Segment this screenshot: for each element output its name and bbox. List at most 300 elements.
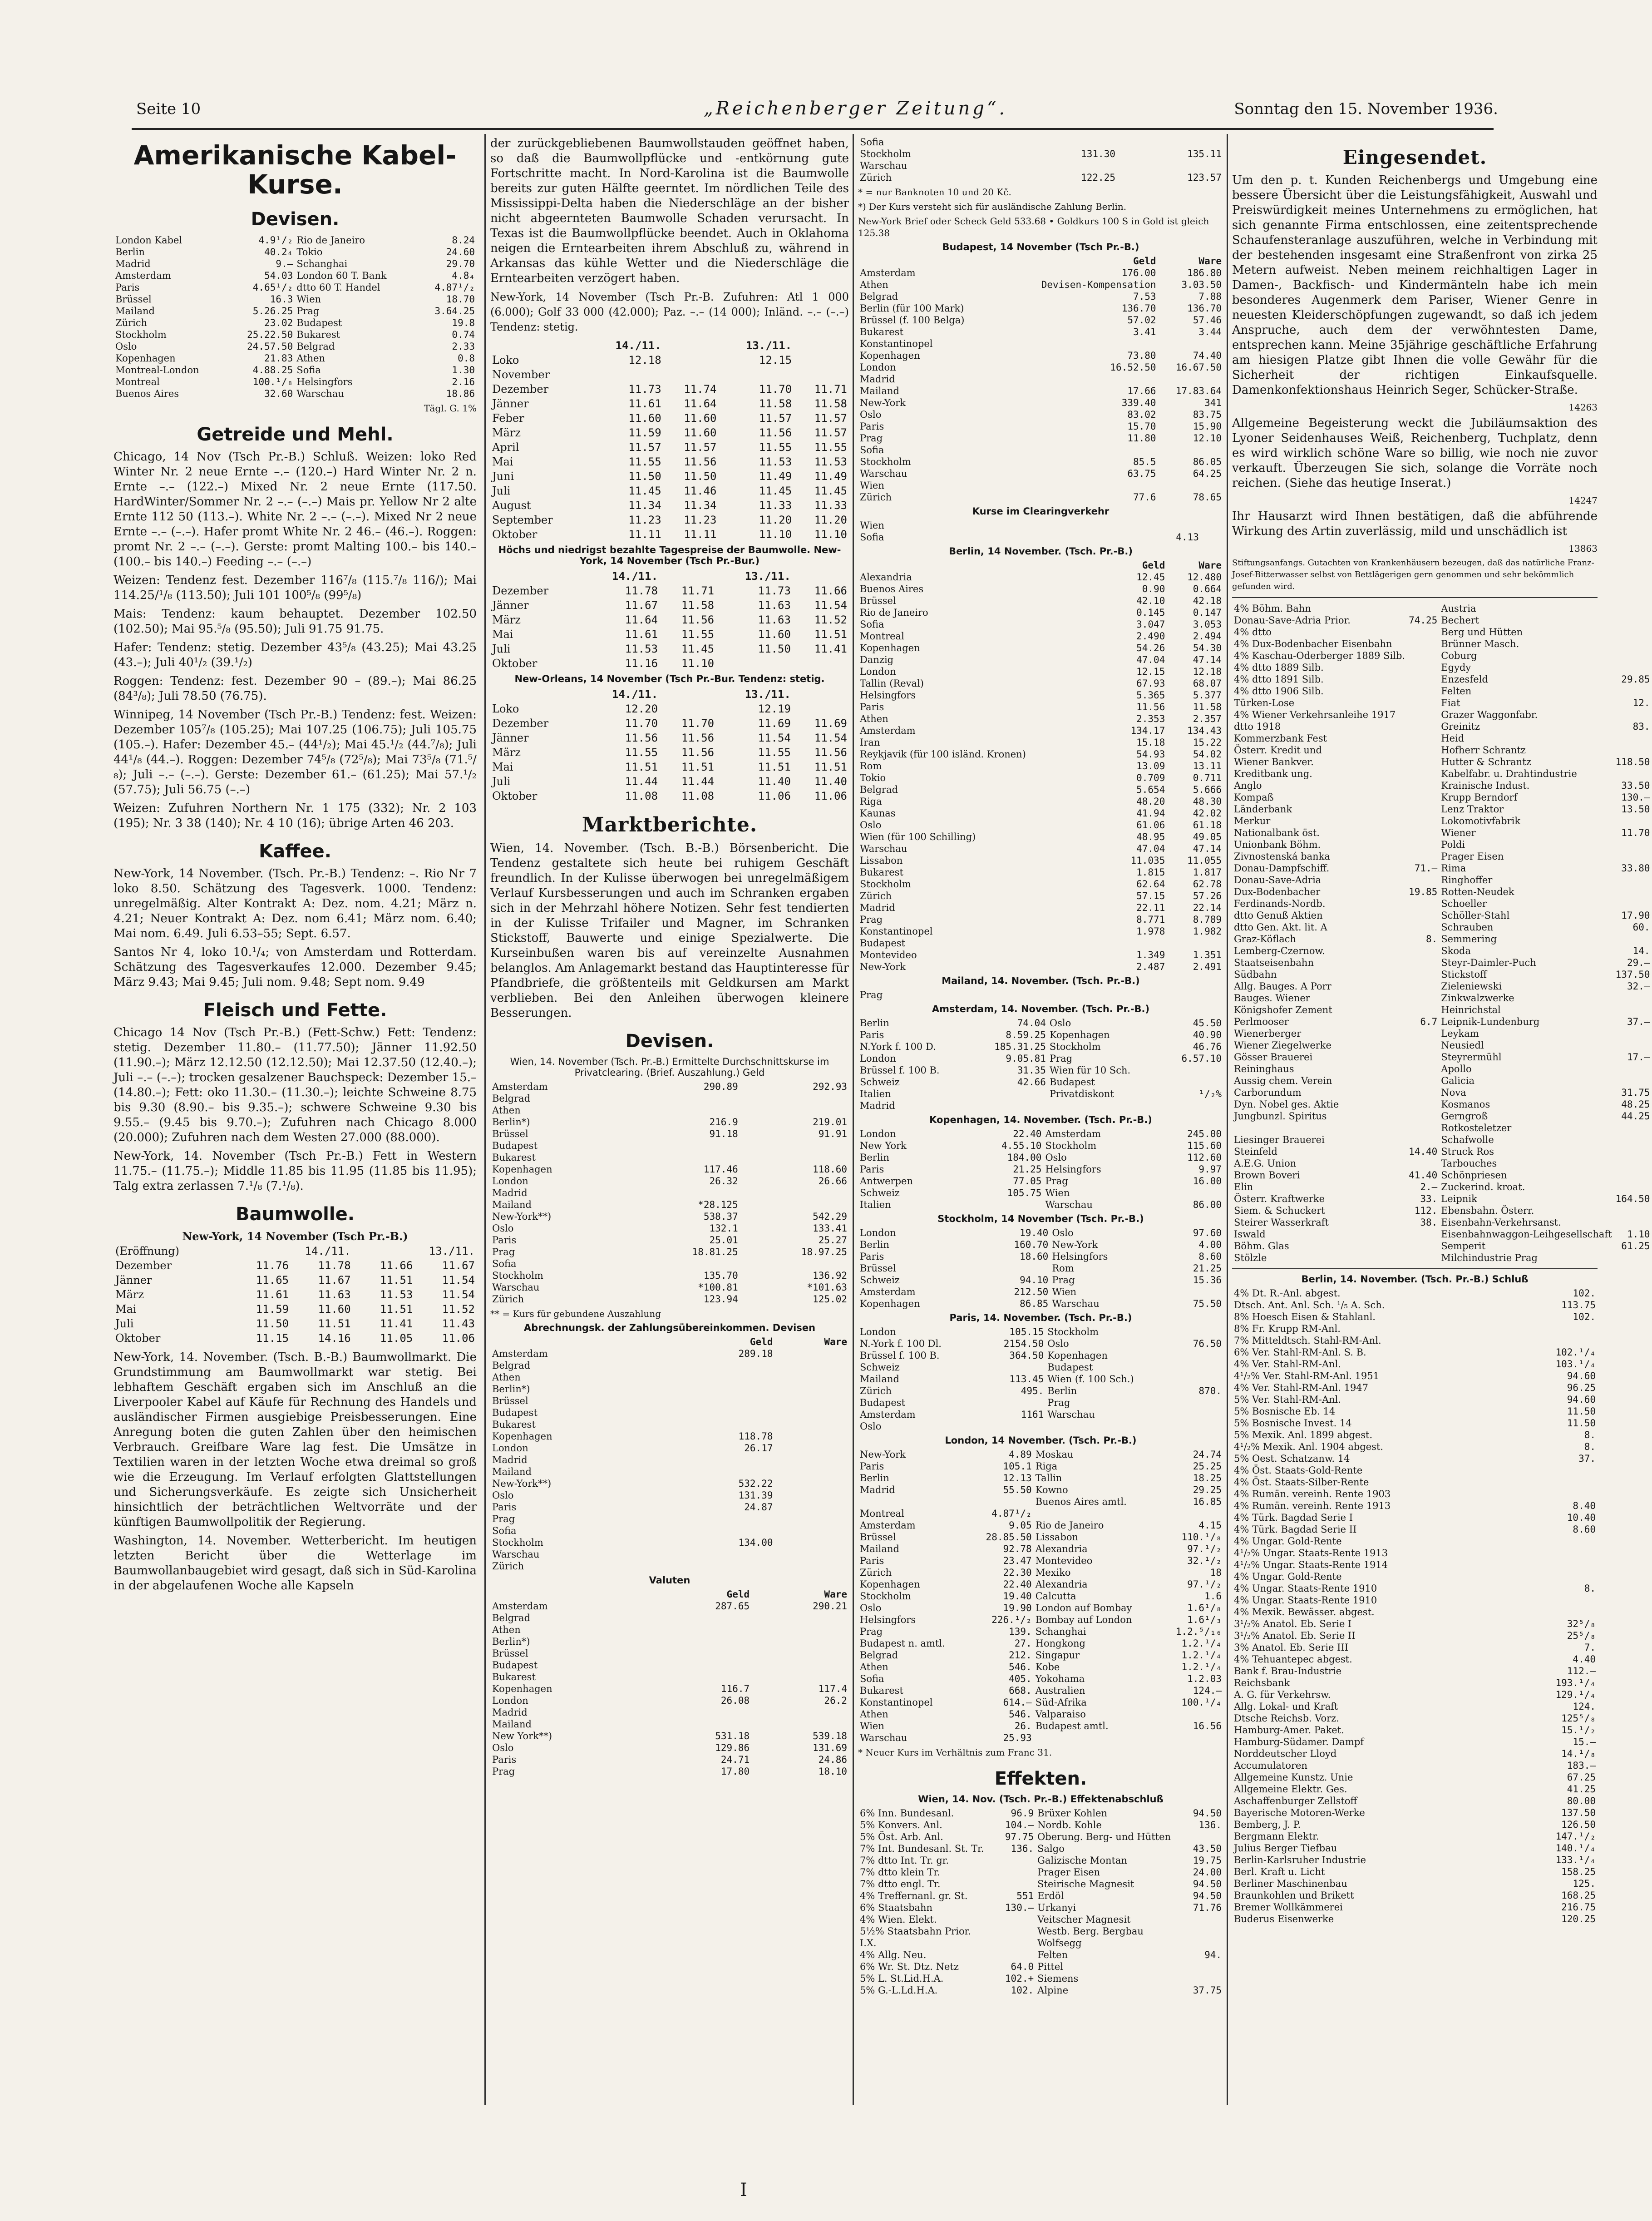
table-cell: Stölzle	[1234, 1252, 1267, 1263]
table-row	[858, 678, 1223, 689]
table-cell: Mailand	[860, 1543, 899, 1554]
table-cell: 140.¹/₄	[1555, 1843, 1596, 1854]
table-cell: Alexandria	[860, 572, 912, 583]
table-cell: Helsingfors	[860, 1614, 916, 1625]
table-cell: Nationalbank öst.	[1234, 827, 1320, 838]
table-cell	[716, 656, 793, 671]
table-cell	[1407, 1075, 1439, 1087]
table-cell	[631, 1104, 740, 1116]
table-cell	[1614, 709, 1652, 721]
table-cell	[774, 1371, 849, 1383]
table-cell: 11.54	[442, 1288, 475, 1301]
table-cell	[1158, 444, 1223, 456]
table-cell: Belgrad	[492, 1613, 531, 1623]
table-cell	[1614, 744, 1652, 756]
table-row	[1232, 1748, 1598, 1760]
table-cell: 1.2.¹/₄	[1181, 1650, 1222, 1661]
table-cell: 0.8	[458, 353, 475, 364]
table-cell: 68.07	[1193, 678, 1222, 689]
table-cell: New-York	[1052, 1239, 1098, 1250]
table-cell	[1153, 1187, 1223, 1199]
table-cell: 405.	[1009, 1673, 1032, 1684]
table-cell: 42.02	[1193, 808, 1222, 819]
table-cell	[1034, 1508, 1161, 1519]
table-row	[858, 1720, 1223, 1732]
table-cell: 61.18	[1193, 820, 1222, 831]
table-cell: 11.16	[625, 657, 658, 670]
table-cell: Budapest	[860, 1397, 906, 1408]
table-cell: 185.31.25	[994, 1041, 1046, 1052]
column-2	[490, 136, 849, 2116]
table-cell: 18	[1210, 1567, 1222, 1578]
table-row	[1232, 1146, 1652, 1157]
table-cell: 4% Ungar. Gold-Rente	[1234, 1536, 1342, 1547]
table-header-cell	[663, 338, 719, 353]
table-cell: 47.14	[1193, 843, 1222, 854]
table-row	[858, 1140, 1223, 1152]
table-cell: 11.08	[681, 790, 715, 802]
table-cell: 129.¹/₄	[1555, 1689, 1596, 1700]
table-row	[1232, 1878, 1598, 1890]
table-cell: 32⁵/₈	[1567, 1618, 1596, 1629]
table-row	[858, 1855, 1223, 1866]
table-cell: 19.40	[1020, 1227, 1049, 1238]
table-cell: Budapest	[492, 1140, 538, 1151]
table-cell: 4% Ver. Stahl-RM-Anl.	[1234, 1359, 1341, 1370]
table-row	[858, 1878, 1223, 1890]
table-cell: Böhm. Glas	[1234, 1241, 1289, 1251]
table-cell	[1048, 1100, 1164, 1112]
table-cell	[1164, 1076, 1223, 1088]
table-row	[858, 1843, 1223, 1855]
table-cell: 18.25	[1193, 1473, 1222, 1484]
table-header-cell: (Eröffnung)	[115, 1245, 179, 1257]
table-cell: 11.64	[625, 613, 658, 626]
table-cell: 123.57	[1187, 172, 1222, 183]
table-cell: 15.22	[1193, 737, 1222, 748]
table-cell: Rio de Janeiro	[296, 235, 365, 246]
table-cell	[1407, 1134, 1439, 1146]
table-row	[490, 760, 849, 774]
table-cell: 4% Ungar. Staats-Rente 1910	[1234, 1583, 1377, 1594]
table-cell: 11.71	[814, 383, 847, 396]
table-cell: Steirische Magnesit	[1037, 1879, 1134, 1890]
table-cell: 18.81.25	[692, 1247, 738, 1257]
table-cell: Galicia	[1441, 1075, 1475, 1086]
table-cell	[1407, 662, 1439, 673]
table-cell: Buenos Aires amtl.	[1035, 1496, 1127, 1507]
table-cell: Prag	[296, 306, 320, 317]
table-cell: Berlin	[860, 1473, 889, 1484]
table-row	[858, 937, 1223, 949]
table-row	[1232, 603, 1652, 614]
table-cell: Paris	[492, 1235, 517, 1246]
table-cell: 11.54	[814, 732, 847, 744]
table-cell	[740, 1187, 849, 1199]
table-cell: Amsterdam	[860, 725, 916, 736]
table-cell: 160.70	[1014, 1239, 1049, 1250]
table-row	[490, 1371, 849, 1383]
table-cell: 105.1	[1003, 1461, 1032, 1472]
table-row	[1232, 1252, 1652, 1264]
table-cell	[1407, 756, 1439, 768]
table-cell	[654, 1707, 751, 1718]
table-cell: Warschau	[860, 843, 907, 854]
table-cell: Lenz Traktor	[1441, 804, 1504, 815]
table-cell: 0.74	[452, 329, 475, 340]
table-cell: Dezember	[492, 717, 549, 730]
table-cell: 42.66	[1017, 1077, 1046, 1088]
table-cell: Kopenhagen	[115, 353, 176, 364]
table-cell: Tallin (Reval)	[860, 678, 924, 689]
table-row	[113, 364, 477, 376]
table-cell	[1407, 851, 1439, 862]
table-cell: Athen	[860, 279, 888, 290]
table-row	[113, 329, 477, 341]
table-cell: Zivnostenská banka	[1234, 851, 1330, 862]
table-row	[490, 1707, 849, 1718]
table-cell: 11.51	[380, 1303, 413, 1316]
table-cell: 184.00	[1007, 1152, 1042, 1163]
table-cell: Lemberg-Czernow.	[1234, 945, 1325, 956]
table-row	[858, 1251, 1223, 1262]
table-cell: 73.80	[1127, 350, 1156, 361]
table-header-cell	[858, 559, 1110, 571]
table-cell: Bank f. Brau-Industrie	[1234, 1666, 1342, 1677]
table-cell: Oslo	[492, 1223, 514, 1234]
table-cell: Buderus Eisenwerke	[1234, 1914, 1334, 1924]
table-cell	[1000, 1878, 1036, 1890]
table-cell: Prag	[1052, 1275, 1075, 1286]
table-row	[858, 160, 1223, 172]
table-cell: Riga	[860, 796, 882, 807]
table-cell	[1614, 662, 1652, 673]
table-cell: 11.49	[759, 470, 792, 483]
table-row	[858, 1239, 1223, 1251]
table-row	[1232, 1583, 1598, 1594]
table-cell: 54.26	[1136, 643, 1165, 653]
table-cell: 11.74	[684, 383, 717, 396]
table-cell	[774, 1348, 849, 1360]
table-cell: 45.50	[1193, 1018, 1222, 1029]
table-cell: Montevideo	[860, 950, 917, 960]
table-row	[858, 1274, 1223, 1286]
table-cell: 1.2.¹/₄	[1181, 1638, 1222, 1649]
table-cell	[982, 1420, 1045, 1432]
table-row	[490, 484, 849, 498]
table-cell: Brüssel	[492, 1648, 528, 1659]
table-row	[1232, 862, 1652, 874]
table-cell: Belgrad	[860, 1650, 898, 1661]
table-cell: 24.86	[818, 1754, 847, 1765]
table-cell: Lissabon	[860, 855, 903, 866]
table-cell: 11.53	[814, 455, 847, 468]
table-row	[1232, 685, 1652, 697]
table-cell	[751, 1636, 849, 1647]
table-cell: 29.70	[446, 258, 475, 269]
table-cell: Südbahn	[1234, 969, 1277, 980]
table-cell: 6% Inn. Bundesanl.	[860, 1808, 954, 1819]
table-cell: 11.54	[814, 599, 847, 612]
table-cell	[1161, 1508, 1223, 1519]
table-row	[1232, 933, 1652, 945]
table-cell: Nova	[1441, 1087, 1466, 1098]
table-cell: Zürich	[860, 890, 892, 901]
table-row	[858, 1175, 1223, 1187]
table-row	[490, 1624, 849, 1636]
table-cell: 11.035	[1130, 855, 1165, 866]
table-row	[1232, 1594, 1598, 1606]
table-cell: Fiat	[1441, 697, 1460, 708]
baumwolle-title: Baumwolle.	[236, 1204, 355, 1225]
table-cell	[982, 1397, 1045, 1409]
table-cell: 11.70	[625, 717, 658, 730]
table-row	[858, 1017, 1223, 1029]
table-cell: Mailand	[860, 386, 899, 396]
table-row	[1232, 1807, 1598, 1819]
table-cell	[654, 1612, 751, 1624]
table-cell	[1407, 1051, 1439, 1063]
table-cell	[962, 1199, 1043, 1211]
table-cell: Helsingfors	[860, 690, 916, 701]
table-cell: 25⁵/₈	[1567, 1630, 1596, 1641]
table-cell: Stockholm	[1045, 1140, 1097, 1151]
table-cell	[982, 1361, 1045, 1373]
table-cell: 16.56	[1193, 1721, 1222, 1731]
table-cell: 11.61	[256, 1288, 289, 1301]
table-cell: 4.55.10	[1001, 1140, 1042, 1151]
table-row	[858, 1890, 1223, 1902]
table-cell	[774, 1383, 849, 1395]
table-cell: Schrauben	[1441, 922, 1494, 933]
table-row	[490, 627, 849, 642]
table-cell: 12.45	[1136, 572, 1165, 583]
table-cell	[978, 1262, 1050, 1274]
london-table	[858, 1449, 1223, 1744]
table-row	[1232, 945, 1652, 957]
table-cell	[668, 1360, 774, 1371]
table-cell: Mailand	[115, 306, 155, 317]
table-cell	[1407, 992, 1439, 1004]
table-cell: Madrid	[860, 902, 895, 913]
table-cell: 8.	[1584, 1441, 1596, 1452]
table-row	[490, 1489, 849, 1501]
table-cell: 10.40	[1567, 1512, 1596, 1523]
table-row	[858, 1807, 1223, 1819]
table-cell: 539.18	[813, 1731, 847, 1741]
table-row	[1232, 1323, 1598, 1335]
table-cell: 44.25	[1621, 1111, 1650, 1122]
table-row	[1232, 697, 1652, 709]
table-cell: 8.	[1426, 934, 1438, 945]
table-cell: 62.64	[1136, 879, 1165, 890]
table-cell: 11.40	[814, 775, 847, 788]
table-cell: Felten	[1441, 686, 1472, 697]
table-cell: 54.93	[1136, 749, 1165, 760]
getreide-title: Getreide und Mehl.	[197, 424, 394, 445]
table-cell: 11.10	[814, 528, 847, 541]
table-cell: 11.57	[814, 412, 847, 425]
table-cell: Schönpriesen	[1441, 1170, 1507, 1181]
table-cell	[1407, 1252, 1439, 1264]
table-cell: 290.21	[813, 1601, 847, 1612]
table-header-cell	[490, 1588, 654, 1600]
table-cell: Bukarest	[296, 329, 340, 340]
table-cell: 11.15	[256, 1332, 289, 1345]
table-cell: 29.25	[1193, 1484, 1222, 1495]
table-cell: 11.51	[814, 761, 847, 773]
table-row	[1232, 1004, 1652, 1016]
devisen-note: Tägl. G. 1%	[424, 403, 477, 414]
table-cell	[1011, 160, 1117, 172]
table-cell: 100.¹/₄	[1181, 1697, 1222, 1708]
table-cell: 12.19	[758, 702, 791, 715]
table-row	[1232, 1488, 1598, 1500]
table-cell: Kopenhagen	[492, 1683, 552, 1694]
table-cell: 11.80	[1127, 433, 1156, 444]
table-cell	[668, 1419, 774, 1430]
table-cell: 4.87¹/₂	[991, 1508, 1032, 1519]
table-cell: Loko	[492, 702, 519, 715]
table-cell	[1158, 373, 1223, 385]
table-cell: Amsterdam	[1045, 1128, 1101, 1139]
table-cell: Kabelfabr. u. Drahtindustrie	[1441, 768, 1577, 779]
table-header-cell: 14./11.	[611, 688, 658, 701]
table-row	[858, 1076, 1223, 1088]
table-cell	[751, 1647, 849, 1659]
table-cell: 4% Dux-Bodenbacher Eisenbahn	[1234, 638, 1392, 649]
table-cell	[1614, 815, 1652, 827]
table-header-cell: 14./11.	[615, 339, 661, 352]
table-cell: Sofia	[492, 1258, 517, 1269]
table-cell: Jungbunzl. Spiritus	[1234, 1111, 1327, 1122]
table-cell	[631, 1093, 740, 1104]
table-row	[858, 1484, 1223, 1496]
table-row	[490, 1270, 849, 1281]
top-devisen-table	[858, 136, 1223, 183]
table-cell: 290.89	[703, 1081, 738, 1092]
table-cell: London	[860, 1326, 896, 1337]
table-cell: 4% Rumän. vereinh. Rente 1913	[1234, 1500, 1391, 1511]
stockholm-head: Stockholm, 14 November (Tsch. Pr.-B.)	[937, 1213, 1144, 1224]
table-cell: Moskau	[1035, 1449, 1074, 1460]
table-cell: 22.40	[1003, 1579, 1032, 1590]
table-cell: 11.57	[759, 412, 792, 425]
table-cell: Dezember	[115, 1259, 172, 1272]
table-row	[1232, 1110, 1652, 1122]
table-cell: Oslo	[1052, 1227, 1074, 1238]
table-row	[490, 1199, 849, 1211]
table-cell	[1407, 650, 1439, 662]
table-row	[1232, 1346, 1598, 1358]
table-cell: 86.85	[1020, 1298, 1049, 1309]
table-cell: 136.70	[1121, 303, 1156, 314]
table-cell	[1614, 851, 1652, 862]
table-header-cell	[793, 687, 849, 702]
table-cell: Devisen-Kompensation	[1041, 279, 1156, 290]
table-cell: 31.75	[1621, 1087, 1650, 1098]
table-cell: 113.45	[1009, 1374, 1044, 1385]
table-cell: Amsterdam	[115, 270, 171, 281]
table-cell: Schanghai	[1035, 1626, 1086, 1637]
table-cell: Riga	[1035, 1461, 1058, 1472]
table-cell: Juli	[492, 775, 511, 788]
table-cell: Berlin	[860, 1152, 889, 1163]
table-cell: 11.40	[758, 775, 791, 788]
table-cell: 176.00	[1121, 267, 1156, 278]
table-row	[858, 420, 1223, 432]
table-row	[858, 1053, 1223, 1064]
table-cell: 4% Öst. Staats-Gold-Rente	[1234, 1465, 1363, 1476]
table-header-cell: New-York, 14 November (Tsch Pr.-B.)	[182, 1230, 408, 1243]
baumwolle-continued: der zurückgebliebenen Baumwollstauden geöffnet haben, so daß die Baumwollpflücke und -entkörnung gute Fortschritte macht. In Nord-Karolina ist die Baumwolle bereits zur guten Hälfte geerntet. Im nördlichen Teile des Mississippi-Delta haben die Niederschläge an der bisher nicht abgeernteten Baumwolle Schaden verursacht. In Texas ist die Baumwollpflücke beendet. Auch in Oklahoma neigen die Erntearbeiten ihrem Abschluß zu, während in Arkansas das kühle Wetter und die Niederschläge die Erntearbeiten verzögert haben.	[490, 137, 849, 285]
table-header-row	[490, 687, 849, 702]
table-cell: 15.18	[1136, 737, 1165, 748]
table-row	[113, 1302, 477, 1316]
table-header-cell	[490, 338, 588, 353]
table-cell: Mai	[492, 628, 513, 641]
table-row	[1232, 1063, 1652, 1075]
table-cell: 33.50	[1621, 780, 1650, 791]
table-cell: 11.54	[758, 732, 791, 744]
table-cell	[1188, 1925, 1223, 1937]
table-cell: 0.147	[1193, 607, 1222, 618]
table-cell: London	[860, 666, 896, 677]
table-cell: Brüssel (f. 100 Belga)	[860, 315, 965, 326]
table-cell: 117.46	[703, 1164, 738, 1175]
table-cell: 4% Wiener Verkehrsanleihe 1917	[1234, 709, 1396, 720]
table-cell: 19.85	[1409, 886, 1438, 897]
table-cell: 11.50	[628, 470, 661, 483]
table-cell	[1034, 519, 1201, 531]
table-cell: Berlin	[860, 1018, 889, 1029]
table-header-cell	[490, 687, 583, 702]
table-cell: Lokomotivfabrik	[1441, 816, 1521, 826]
table-cell: Dezember	[492, 383, 549, 396]
table-cell: 32.60	[264, 388, 293, 399]
eingesendet-number: 14263	[1568, 402, 1598, 413]
table-cell	[1614, 839, 1652, 851]
table-cell: 97.75	[1005, 1831, 1034, 1842]
table-cell: Egydy	[1441, 662, 1471, 673]
table-cell: Zürich	[860, 172, 892, 183]
london-head: London, 14 November. (Tsch. Pr.-B.)	[945, 1435, 1137, 1446]
table-cell: 219.01	[813, 1117, 847, 1128]
table-cell: 542.29	[813, 1211, 847, 1222]
table-cell	[1614, 1252, 1652, 1264]
table-cell: Jänner	[492, 732, 529, 744]
table-cell	[1177, 1361, 1223, 1373]
table-cell: 11.33	[814, 499, 847, 512]
table-cell: Juni	[492, 470, 514, 483]
table-row	[858, 689, 1223, 701]
table-row	[858, 949, 1223, 961]
table-cell: 83.	[1632, 721, 1650, 732]
table-row	[858, 1163, 1223, 1175]
table-cell: 4% Türk. Bagdad Serie I	[1234, 1512, 1353, 1523]
table-cell	[971, 1496, 1033, 1508]
table-cell: Hamburg-Amer. Paket.	[1234, 1725, 1344, 1736]
table-row	[490, 1766, 849, 1777]
table-cell	[1614, 1217, 1652, 1228]
table-row	[490, 1175, 849, 1187]
table-cell: dtto 1918	[1234, 721, 1281, 732]
table-row	[490, 425, 849, 440]
table-cell: Singapur	[1035, 1650, 1080, 1661]
table-cell: Paris	[860, 702, 884, 712]
table-row	[858, 1508, 1223, 1519]
table-cell: Staatseisenbahn	[1234, 957, 1314, 968]
